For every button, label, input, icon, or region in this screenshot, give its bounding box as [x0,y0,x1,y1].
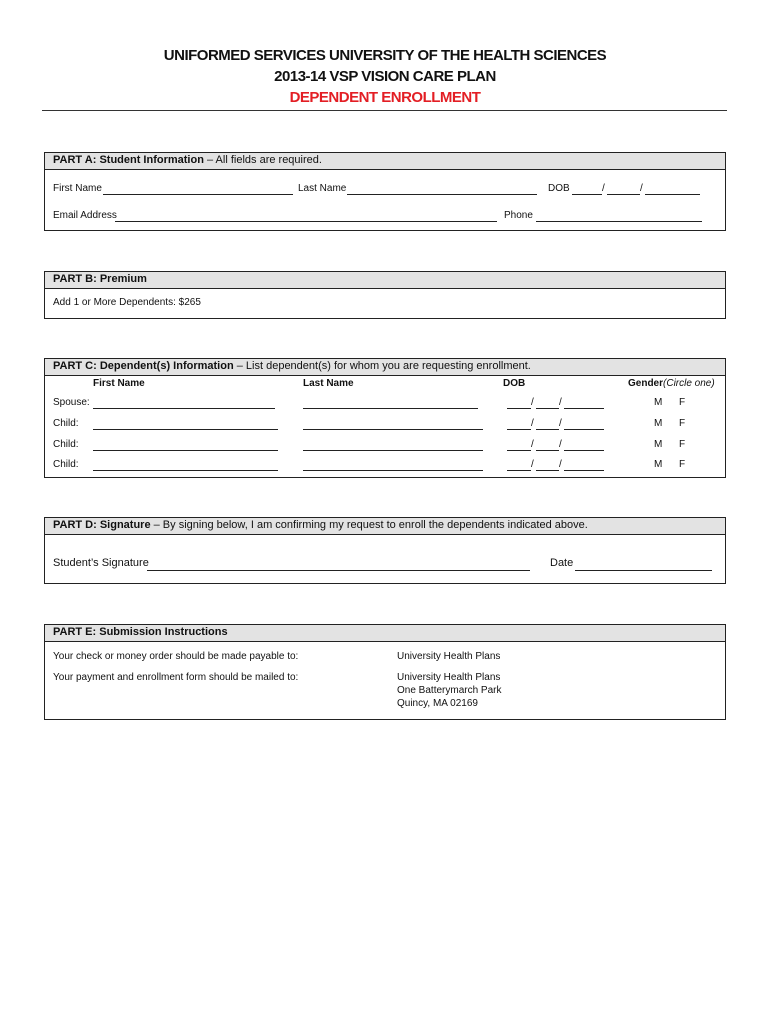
dependent-dob-month-field[interactable] [507,408,531,409]
form-title-enrollment: DEPENDENT ENROLLMENT [289,89,481,106]
dependent-row [45,397,725,417]
dob-separator: / [531,439,534,450]
dob-separator: / [531,418,534,429]
dependent-dob-year-field[interactable] [564,408,604,409]
col-last-name: Last Name [303,378,354,389]
dependent-dob-month-field[interactable] [507,429,531,430]
payable-value: University Health Plans [397,651,501,662]
dependent-type: Spouse: [53,397,90,408]
part-d-note: – By signing below, I am confirming my request to enroll the dependents indicated above. [150,519,588,531]
mail-address-line2: One Batterymarch Park [397,685,502,696]
part-a-section [44,152,726,231]
dob-label: DOB [548,183,570,194]
email-field[interactable] [115,221,497,222]
dependent-first-name-field[interactable] [93,470,278,471]
premium-text: Add 1 or More Dependents: $265 [53,297,201,308]
dependent-last-name-field[interactable] [303,470,483,471]
dependent-dob-day-field[interactable] [536,470,559,471]
part-e-section [44,624,726,720]
last-name-field[interactable] [347,194,537,195]
mail-label: Your payment and enrollment form should be mailed to: [53,672,299,683]
col-gender: Gender(Circle one) [628,378,715,389]
dependent-last-name-field[interactable] [303,429,483,430]
dob-separator: / [559,397,562,408]
gender-m-option[interactable]: M [654,459,663,470]
part-b-header [45,272,725,289]
dob-separator: / [559,459,562,470]
part-a-note: – All fields are required. [203,154,322,166]
part-b-section [44,271,726,319]
part-d-section [44,517,726,584]
dob-separator: / [559,439,562,450]
dob-separator: / [531,397,534,408]
signature-label: Student’s Signature [53,557,149,569]
part-b-title: PART B: Premium [53,273,147,285]
dob-month-field[interactable] [572,194,602,195]
phone-label: Phone [504,210,533,221]
dependent-dob-day-field[interactable] [536,429,559,430]
dependent-type: Child: [53,439,79,450]
part-a-header [45,153,725,170]
date-label: Date [550,557,574,569]
dependent-first-name-field[interactable] [93,408,275,409]
gender-m-option[interactable]: M [654,439,663,450]
col-first-name: First Name [93,378,145,389]
part-e-header [45,625,725,642]
mail-address-line3: Quincy, MA 02169 [397,698,478,709]
dependent-type: Child: [53,418,79,429]
dependent-dob-year-field[interactable] [564,429,604,430]
dependent-dob-year-field[interactable] [564,470,604,471]
part-e-title: PART E: Submission Instructions [53,626,228,638]
payable-label: Your check or money order should be made payable to: [53,651,299,662]
dependent-dob-month-field[interactable] [507,470,531,471]
form-title-plan: 2013-14 VSP VISION CARE PLAN [274,68,496,85]
dob-separator: / [559,418,562,429]
email-label: Email Address [53,210,117,221]
dependent-first-name-field[interactable] [93,450,278,451]
dob-separator: / [640,183,643,194]
gender-f-option[interactable]: F [679,418,686,429]
phone-field[interactable] [536,221,702,222]
gender-m-option[interactable]: M [654,418,663,429]
dependent-row [45,459,725,476]
dependent-dob-day-field[interactable] [536,450,559,451]
dependent-row [45,418,725,438]
dependent-dob-day-field[interactable] [536,408,559,409]
title-divider [42,110,727,111]
dob-separator: / [602,183,605,194]
dependent-last-name-field[interactable] [303,450,483,451]
part-d-title: PART D: Signature [53,519,151,531]
part-d-header [45,518,725,535]
part-c-header [45,359,725,376]
dependent-dob-year-field[interactable] [564,450,604,451]
part-c-note: – List dependent(s) for whom you are requesting enrollment. [233,360,531,372]
first-name-field[interactable] [103,194,293,195]
last-name-label: Last Name [298,183,347,194]
col-dob: DOB [503,378,526,389]
gender-f-option[interactable]: F [679,459,686,470]
mail-address-line1: University Health Plans [397,672,501,683]
form-title-institution: UNIFORMED SERVICES UNIVERSITY OF THE HEALTH SCIENCES [163,47,607,64]
dependent-first-name-field[interactable] [93,429,278,430]
part-c-title: PART C: Dependent(s) Information [53,360,234,372]
gender-m-option[interactable]: M [654,397,663,408]
dependent-type: Child: [53,459,79,470]
dob-separator: / [531,459,534,470]
dob-day-field[interactable] [607,194,640,195]
gender-f-option[interactable]: F [679,439,686,450]
dob-year-field[interactable] [645,194,700,195]
dependent-row [45,439,725,459]
dependent-dob-month-field[interactable] [507,450,531,451]
date-field[interactable] [575,570,712,571]
dependent-last-name-field[interactable] [303,408,478,409]
first-name-label: First Name [53,183,102,194]
gender-f-option[interactable]: F [679,397,686,408]
part-c-section [44,358,726,478]
signature-field[interactable] [147,570,530,571]
part-a-title: PART A: Student Information [53,154,204,166]
